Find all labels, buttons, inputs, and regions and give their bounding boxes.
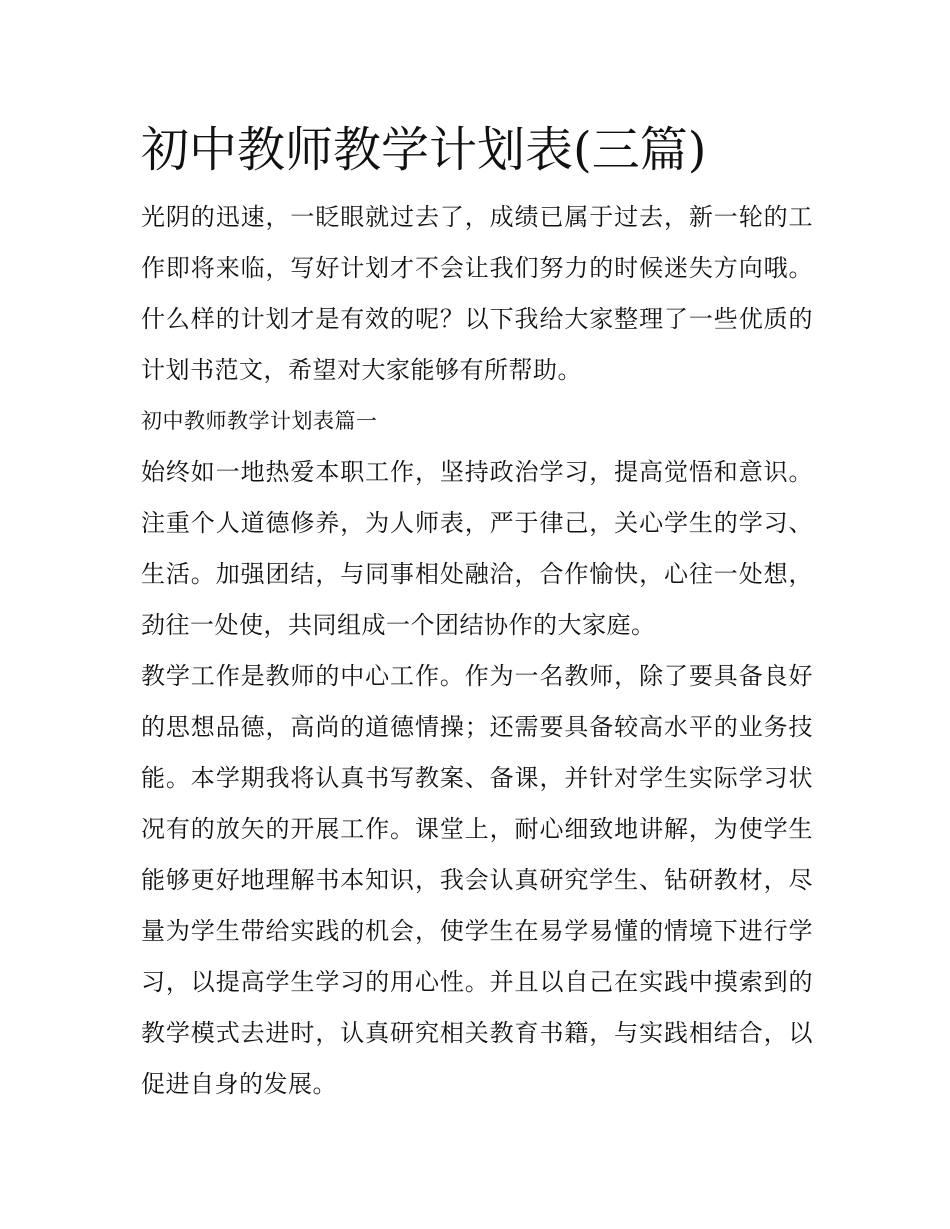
section-paragraph: 教学工作是教师的中心工作。作为一名教师，除了要具备良好的思想品德，高尚的道德情操；还需要具备较高水平的业务技能。本学期我将认真书写教案、备课，并针对学生实际学习状况有的放矢的开展工作。课堂上，耐心细致地讲解，为使学生能够更好地理解书本知识，我会认真研究学生、钻研教材，尽量为学生带给实践的机会，使学生在易学易懂的情境下进行学习，以提高学生学习的用心性。并且以自己在实践中摸索到的教学模式去进时，认真研究相关教育书籍，与实践相结合，以促进自身的发展。 [141,662,813,1098]
section-heading: 初中教师教学计划表篇一 [141,409,378,433]
intro-paragraph: 光阴的迅速，一眨眼就过去了，成绩已属于过去，新一轮的工作即将来临，写好计划才不会让我们努力的时候迷失方向哦。什么样的计划才是有效的呢？以下我给大家整理了一些优质的计划书范文，希望对大家能够有所帮助。 [141,203,813,384]
document-body [141,118,813,1110]
document-title: 初中教师教学计划表(三篇) [141,122,707,178]
section-paragraph: 始终如一地热爱本职工作，坚持政治学习，提高觉悟和意识。注重个人道德修养，为人师表，严于律己，关心学生的学习、生活。加强团结，与同事相处融洽，合作愉快，心往一处想，劲往一处使，共同组成一个团结协作的大家庭。 [141,458,813,639]
